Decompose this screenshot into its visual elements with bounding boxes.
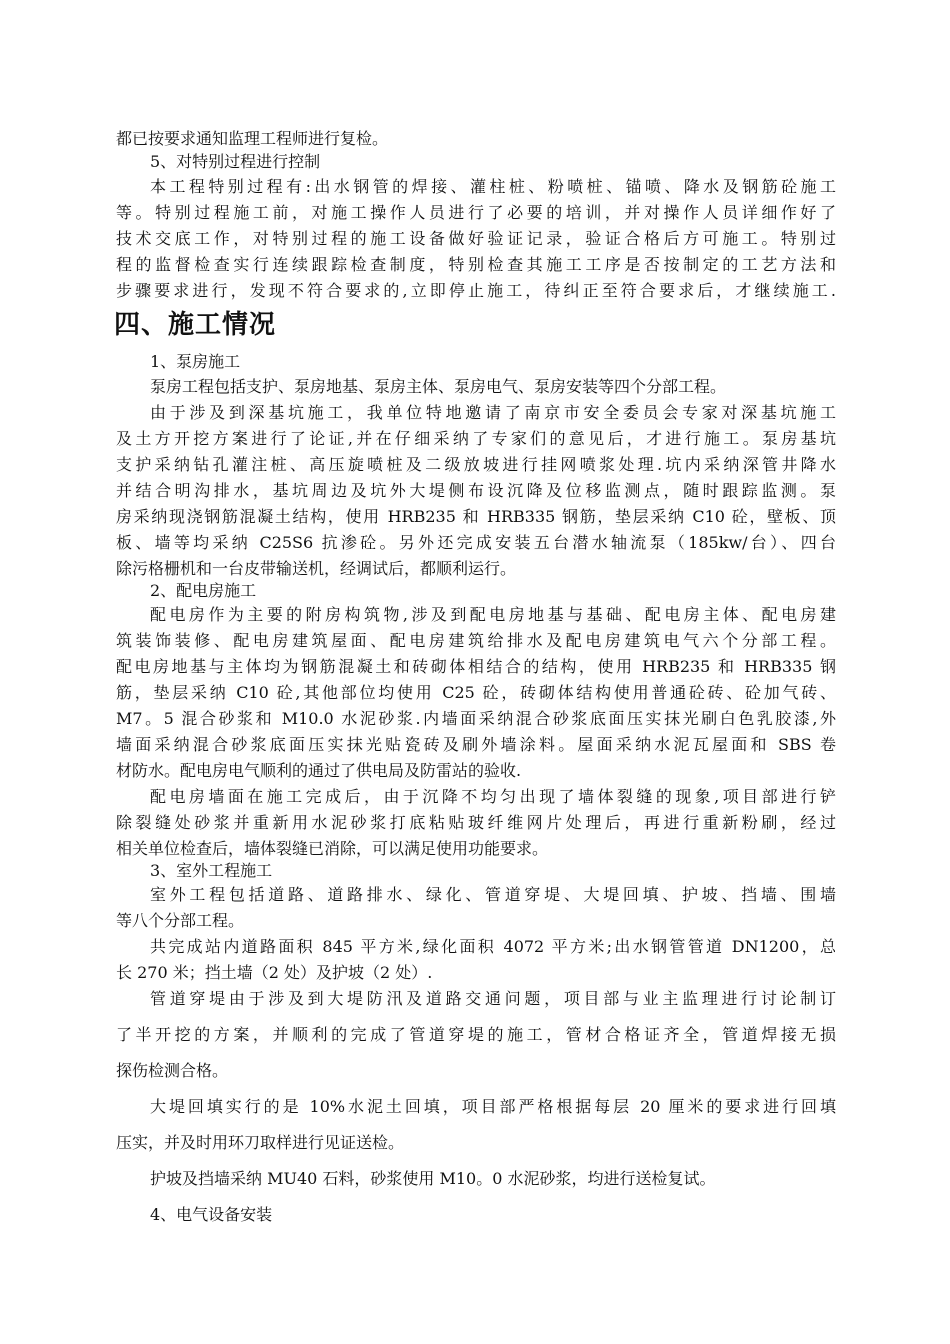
text-line: 泵房工程包括支护、泵房地基、泵房主体、泵房电气、泵房安装等四个分部工程。 <box>150 377 727 396</box>
text-line: 了半开挖的方案，并顺利的完成了管道穿堤的施工，管材合格证齐全，管道焊接无损 <box>116 1025 836 1044</box>
subsection-heading: 3、室外工程施工 <box>150 861 273 880</box>
text-line: 等八个分部工程。 <box>116 911 245 930</box>
text-line: 并结合明沟排水，基坑周边及坑外大堤侧布设沉降及位移监测点，随时跟踪监测。泵 <box>116 481 836 500</box>
text-line: 筑装饰装修、配电房建筑屋面、配电房建筑给排水及配电房建筑电气六个分部工程。 <box>116 631 836 650</box>
text-line: 共完成站内道路面积 845 平方米,绿化面积 4072 平方米;出水钢管管道 DN1200，总 <box>150 937 836 956</box>
text-line: 房采纳现浇钢筋混凝土结构，使用 HRB235 和 HRB335 钢筋，垫层采纳 C10 砼，壁板、顶 <box>116 507 836 526</box>
subsection-heading: 2、配电房施工 <box>150 581 257 600</box>
text-line: 都已按要求通知监理工程师进行复检。 <box>116 129 389 148</box>
text-line: 管道穿堤由于涉及到大堤防汛及道路交通问题，项目部与业主监理进行讨论制订 <box>150 989 836 1008</box>
text-line: 技术交底工作，对特别过程的施工设备做好验证记录，验证合格后方可施工。特别过 <box>116 229 836 248</box>
text-line: 墙面采纳混合砂浆底面压实抹光贴瓷砖及刷外墙涂料。屋面采纳水泥瓦屋面和 SBS 卷 <box>116 735 836 754</box>
text-line: M7。5 混合砂浆和 M10.0 水泥砂浆.内墙面采纳混合砂浆底面压实抹光刷白色乳胶漆,外 <box>116 709 836 728</box>
text-line: 本工程特别过程有:出水钢管的焊接、灌柱桩、粉喷桩、锚喷、降水及钢筋砼施工 <box>150 177 836 196</box>
text-line: 材防水。配电房电气顺利的通过了供电局及防雷站的验收. <box>116 761 522 780</box>
text-line: 除污格栅机和一台皮带输送机，经调试后，都顺利运行。 <box>116 559 517 578</box>
text-line: 步骤要求进行，发现不符合要求的,立即停止施工，待纠正至符合要求后，才继续施工. <box>116 281 836 300</box>
section-heading: 四、施工情况 <box>114 310 277 340</box>
text-line: 等。特别过程施工前，对施工操作人员进行了必要的培训，并对操作人员详细作好了 <box>116 203 836 222</box>
text-line: 筋，垫层采纳 C10 砼,其他部位均使用 C25 砼，砖砌体结构使用普通砼砖、砼加气砖、 <box>116 683 836 702</box>
text-line: 板、墙等均采纳 C25S6 抗渗砼。另外还完成安装五台潜水轴流泵（185kw/台）、四台 <box>116 533 836 552</box>
text-line: 除裂缝处砂浆并重新用水泥砂浆打底粘贴玻纤维网片处理后，再进行重新粉刷，经过 <box>116 813 836 832</box>
text-line: 相关单位检查后，墙体裂缝已消除，可以满足使用功能要求。 <box>116 839 549 858</box>
text-line: 压实，并及时用环刀取样进行见证送检。 <box>116 1133 405 1152</box>
text-line: 配电房墙面在施工完成后，由于沉降不均匀出现了墙体裂缝的现象,项目部进行铲 <box>150 787 836 806</box>
subsection-heading: 1、泵房施工 <box>150 352 241 371</box>
text-line: 程的监督检查实行连续跟踪检查制度，特别检查其施工工序是否按制定的工艺方法和 <box>116 255 836 274</box>
text-line: 支护采纳钻孔灌注桩、高压旋喷桩及二级放坡进行挂网喷浆处理.坑内采纳深管井降水 <box>116 455 836 474</box>
text-line: 探伤检测合格。 <box>116 1061 229 1080</box>
text-line: 长 270 米；挡土墙（2 处）及护坡（2 处）. <box>116 963 433 982</box>
text-line: 及土方开挖方案进行了论证,并在仔细采纳了专家们的意见后，才进行施工。泵房基坑 <box>116 429 836 448</box>
text-line: 护坡及挡墙采纳 MU40 石料，砂浆使用 M10。0 水泥砂浆，均进行送检复试。 <box>150 1169 716 1188</box>
subsection-heading: 5、对特别过程进行控制 <box>150 152 321 171</box>
text-line: 大堤回填实行的是 10%水泥土回填，项目部严格根据每层 20 厘米的要求进行回填 <box>150 1097 836 1116</box>
text-line: 配电房地基与主体均为钢筋混凝土和砖砌体相结合的结构，使用 HRB235 和 HRB335 钢 <box>116 657 836 676</box>
text-line: 配电房作为主要的附房构筑物,涉及到配电房地基与基础、配电房主体、配电房建 <box>150 605 836 624</box>
text-line: 由于涉及到深基坑施工，我单位特地邀请了南京市安全委员会专家对深基坑施工 <box>150 403 836 422</box>
text-line: 室外工程包括道路、道路排水、绿化、管道穿堤、大堤回填、护坡、挡墙、围墙 <box>150 885 836 904</box>
subsection-heading: 4、电气设备安装 <box>150 1205 273 1224</box>
